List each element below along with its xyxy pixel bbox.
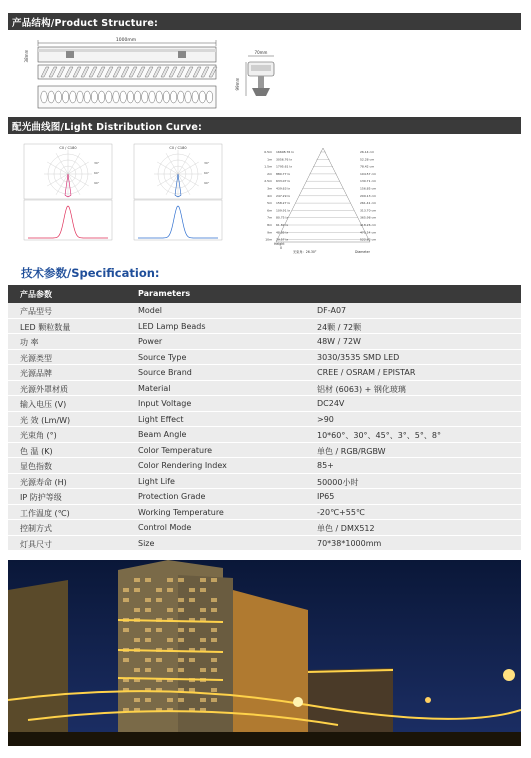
- spec-table-header: [8, 285, 521, 303]
- cone-lux-label: 1795.61 lx: [276, 164, 292, 169]
- spec-section-title: 技术参数/Specification:: [21, 266, 160, 280]
- spec-cell-c1: 光源品牌: [20, 369, 52, 378]
- spec-cell-c2: Material: [138, 383, 171, 393]
- round-lens: [55, 91, 61, 103]
- building-window: [189, 658, 195, 662]
- building-window: [167, 638, 173, 642]
- round-lens: [98, 91, 104, 103]
- cone-lux-label: 439.63 lx: [276, 186, 291, 191]
- spec-table-row: [8, 520, 521, 536]
- spec-table-row: [8, 536, 521, 552]
- spec-cell-c2: Source Brand: [138, 368, 192, 377]
- cone-zero-label: 0: [280, 246, 283, 250]
- cone-diameter-value: 365.98 cm: [360, 215, 377, 220]
- spec-cell-c3: 单色 / RGB/RGBW: [317, 446, 386, 456]
- spec-cell-c1: 色 温 (K): [20, 446, 53, 456]
- building-window: [211, 638, 217, 642]
- spec-cell-c2: Source Type: [138, 352, 187, 362]
- cone-lux-label: 633.07 lx: [276, 179, 291, 184]
- round-lens: [127, 91, 133, 103]
- spec-cell-c3: CREE / OSRAM / EPISTAR: [317, 368, 416, 377]
- application-photo: [8, 560, 521, 746]
- cone-diameter-value: 418.26 cm: [360, 223, 377, 227]
- spec-cell-c1: 控制方式: [20, 524, 52, 533]
- building-window: [167, 588, 173, 592]
- round-lens: [113, 91, 119, 103]
- building-window: [134, 638, 140, 642]
- round-lens: [77, 91, 83, 103]
- cone-lux-label: 16608.76 lx: [276, 150, 294, 154]
- length-dimension-label: 1000mm: [115, 38, 137, 43]
- spec-cell-c2: Beam Angle: [138, 430, 187, 439]
- spec-cell-c1: 工作温度 (℃): [20, 508, 70, 518]
- building-window: [189, 628, 195, 632]
- cone-distance-label: 8m: [267, 223, 272, 227]
- cone-diameter-value: 261.41 cm: [360, 201, 377, 206]
- spec-cell-c1: 光源类型: [20, 353, 52, 363]
- building-window: [178, 698, 184, 702]
- round-lens: [41, 91, 47, 103]
- cone-distance-label: 2.5m: [264, 179, 272, 184]
- building-window: [178, 638, 184, 642]
- cone-diameter-value: 26.14 cm: [360, 150, 375, 154]
- round-lens: [134, 91, 140, 103]
- spec-cell-c1: 显色指数: [20, 462, 52, 471]
- building-window: [211, 628, 217, 632]
- spec-cell-c2: Color Rendering Index: [138, 461, 227, 470]
- spec-table-row: [8, 427, 521, 443]
- cone-lux-label: 109.91 lx: [276, 208, 291, 213]
- spec-cell-c1: 光 效 (Lm/W): [20, 415, 71, 425]
- cone-diameter-value: 104.57 cm: [360, 171, 377, 176]
- building-window: [134, 698, 140, 702]
- building-window: [145, 578, 151, 582]
- spec-table-row: [8, 350, 521, 366]
- cone-lux-label: 48.85 lx: [276, 230, 289, 235]
- cone-lux-label: 80.75 lx: [276, 215, 289, 220]
- cone-lux-label: 3056.76 lx: [276, 157, 292, 162]
- round-lens: [192, 91, 198, 103]
- spec-table: [8, 285, 521, 551]
- polar2-title: C0 / C180: [169, 146, 187, 150]
- spec-cell-c3: 70*38*1000mm: [317, 538, 382, 548]
- spec-cell-c3: DC24V: [317, 399, 345, 408]
- round-lens: [206, 91, 212, 103]
- building-window: [200, 668, 206, 672]
- cone-distance-label: 4m: [267, 193, 272, 198]
- building-window: [167, 608, 173, 612]
- building-window: [178, 628, 184, 632]
- polar-angle-label: 90°: [204, 181, 210, 185]
- spec-table-row: [8, 505, 521, 521]
- cone-diameter-value: 52.28 cm: [360, 157, 375, 162]
- round-lens: [185, 91, 191, 103]
- cone-diameter-label: Diameter: [355, 250, 370, 254]
- cone-distance-label: 1m: [267, 157, 272, 162]
- building-window: [178, 598, 184, 602]
- round-lens: [106, 91, 112, 103]
- cone-distance-label: 6m: [267, 208, 272, 213]
- spec-cell-c2: Input Voltage: [138, 399, 192, 408]
- spec-cell-c1: 光源寿命 (H): [20, 477, 67, 487]
- spec-table-row: [8, 474, 521, 490]
- cone-distance-label: 5m: [267, 201, 272, 206]
- spec-table-row: [8, 381, 521, 397]
- cone-distance-label: 0.5m: [264, 150, 272, 154]
- round-lens: [170, 91, 176, 103]
- building-window: [200, 698, 206, 702]
- round-lens: [84, 91, 90, 103]
- spec-table-row: [8, 365, 521, 381]
- building-window: [211, 698, 217, 702]
- building-window: [145, 668, 151, 672]
- building-window: [123, 588, 129, 592]
- structure-section-title: 产品结构/Product Structure:: [12, 18, 158, 29]
- building-window: [145, 598, 151, 602]
- spec-cell-c3: 10*60°、30°、45°、3°、5°、8°: [317, 431, 441, 440]
- spec-cell-c2: LED Lamp Beads: [138, 321, 206, 331]
- spec-cell-c3: DF-A07: [317, 306, 347, 315]
- building-window: [123, 658, 129, 662]
- spec-cell-c3: 48W / 72W: [317, 337, 361, 346]
- product-structure-drawing: [8, 34, 521, 114]
- spec-cell-c3: >90: [317, 414, 334, 424]
- cone-lux-label: 880.77 lx: [276, 171, 291, 176]
- round-lens: [62, 91, 68, 103]
- polar-angle-label: 30°: [204, 161, 210, 165]
- building-window: [211, 688, 217, 692]
- round-lens: [178, 91, 184, 103]
- building-window: [189, 598, 195, 602]
- spec-cell-c3: 铝材 (6063) + 钢化玻璃: [317, 384, 406, 394]
- building-window: [134, 668, 140, 672]
- cone-lux-label: 247.29 lx: [276, 193, 291, 198]
- spec-cell-c1: 功 率: [20, 338, 39, 347]
- spec-table-row: [8, 458, 521, 474]
- building-window: [123, 598, 129, 602]
- building-window: [156, 658, 162, 662]
- cone-distance-label: 1.5m: [264, 164, 272, 169]
- building-window: [211, 668, 217, 672]
- height-dimension-label: 38mm: [24, 49, 29, 63]
- spec-cell-c1: 光束角 (°): [20, 431, 57, 440]
- building-window: [211, 598, 217, 602]
- cone-distance-label: 9m: [267, 230, 272, 235]
- building-window: [211, 578, 217, 582]
- cone-distance-label: 2m: [267, 171, 272, 176]
- cone-diameter-value: 313.70 cm: [360, 208, 377, 213]
- cone-lux-label: 61.82 lx: [276, 223, 289, 227]
- spec-table-row: [8, 443, 521, 459]
- side-height-dimension-label: 99mm: [235, 77, 240, 91]
- spec-cell-c1: 光源外罩材质: [20, 384, 68, 394]
- polar-angle-label: 90°: [94, 181, 100, 185]
- building-window: [178, 608, 184, 612]
- round-lens: [70, 91, 76, 103]
- curve-section-bar: [8, 117, 521, 134]
- round-lens: [199, 91, 205, 103]
- building-window: [145, 638, 151, 642]
- building-window: [145, 658, 151, 662]
- spec-cell-c1: 灯具尺寸: [20, 539, 52, 549]
- spec-cell-c3: 85+: [317, 461, 334, 470]
- building-window: [145, 608, 151, 612]
- round-lens: [142, 91, 148, 103]
- building-window: [200, 588, 206, 592]
- building-window: [211, 658, 217, 662]
- structure-section-bar: [8, 13, 521, 30]
- spec-cell-c3: 单色 / DMX512: [317, 524, 375, 533]
- spec-cell-c2: Control Mode: [138, 523, 192, 532]
- cone-diameter-value: 522.83 cm: [360, 237, 377, 242]
- spec-cell-c2: Size: [138, 538, 155, 548]
- building-window: [145, 698, 151, 702]
- building-window: [167, 578, 173, 582]
- spec-cell-c2: Model: [138, 306, 163, 315]
- building-window: [156, 588, 162, 592]
- round-lens: [156, 91, 162, 103]
- cone-diameter-value: 209.13 cm: [360, 193, 377, 198]
- cone-diameter-value: 156.85 cm: [360, 186, 377, 191]
- building-window: [167, 698, 173, 702]
- spec-table-row: [8, 396, 521, 412]
- building-window: [200, 638, 206, 642]
- round-lens: [163, 91, 169, 103]
- cone-height-label: Height: [274, 242, 285, 246]
- spec-table-row: [8, 303, 521, 319]
- spec-cell-c1: IP 防护等级: [20, 493, 62, 502]
- spec-cell-c3: 24颗 / 72颗: [317, 322, 362, 332]
- spec-cell-c3: 3030/3535 SMD LED: [317, 352, 400, 362]
- curve-section-title: 配光曲线图/Light Distribution Curve:: [12, 122, 202, 133]
- building-window: [178, 578, 184, 582]
- polar-angle-label: 60°: [204, 171, 210, 175]
- spec-cell-c1: LED 颗粒数量: [20, 322, 71, 332]
- spec-cell-c1: 输入电压 (V): [20, 400, 67, 409]
- building-window: [156, 628, 162, 632]
- spec-cell-c2: Protection Grade: [138, 492, 206, 501]
- building-window: [134, 608, 140, 612]
- spec-header-col2: Parameters: [138, 289, 191, 298]
- spec-table-row: [8, 489, 521, 505]
- building-window: [167, 668, 173, 672]
- cone-distance-label: 10m: [265, 237, 272, 242]
- spec-cell-c2: Color Temperature: [138, 445, 213, 455]
- round-lens: [120, 91, 126, 103]
- cone-diameter-value: 78.42 cm: [360, 164, 375, 169]
- building-window: [134, 578, 140, 582]
- spec-header-col1: 产品参数: [20, 290, 52, 299]
- spec-table-row: [8, 319, 521, 335]
- round-lens: [48, 91, 54, 103]
- cone-diameter-value: 130.71 cm: [360, 179, 377, 184]
- building-window: [200, 608, 206, 612]
- polar-angle-label: 60°: [94, 171, 100, 175]
- spec-cell-c2: Light Effect: [138, 414, 184, 424]
- cone-beam-label: 光束角：26.30°: [293, 250, 317, 254]
- spec-table-row: [8, 412, 521, 428]
- cone-distance-label: 3m: [267, 186, 272, 191]
- building-window: [156, 598, 162, 602]
- round-lens: [91, 91, 97, 103]
- building-window: [123, 628, 129, 632]
- cone-lux-label: 158.27 lx: [276, 201, 291, 206]
- spec-cell-c3: 50000小时: [317, 477, 359, 487]
- round-lens: [149, 91, 155, 103]
- spec-cell-c3: IP65: [317, 492, 335, 501]
- polar-chart-blue: [134, 144, 222, 240]
- building-window: [200, 578, 206, 582]
- cone-lux-label: 39.57 lx: [276, 237, 289, 242]
- spec-table-row: [8, 334, 521, 350]
- width-dimension-label: 70mm: [254, 50, 268, 55]
- cone-diameter-value: 470.54 cm: [360, 230, 377, 235]
- spec-cell-c3: -20℃+55℃: [317, 507, 365, 517]
- building-window: [145, 628, 151, 632]
- polar1-title: C0 / C180: [59, 146, 77, 150]
- spec-cell-c1: 产品型号: [20, 307, 52, 316]
- cone-distance-label: 7m: [267, 215, 272, 220]
- building-window: [134, 588, 140, 592]
- spec-cell-c2: Power: [138, 337, 163, 346]
- spec-cell-c2: Working Temperature: [138, 507, 224, 517]
- polar-angle-label: 30°: [94, 161, 100, 165]
- illuminance-cone: [264, 148, 376, 254]
- spec-cell-c2: Light Life: [138, 476, 175, 486]
- polar-chart-red: [24, 144, 112, 240]
- building-window: [178, 658, 184, 662]
- building-window: [178, 668, 184, 672]
- building-window: [189, 588, 195, 592]
- building-window: [211, 608, 217, 612]
- light-distribution-curves: [8, 140, 521, 258]
